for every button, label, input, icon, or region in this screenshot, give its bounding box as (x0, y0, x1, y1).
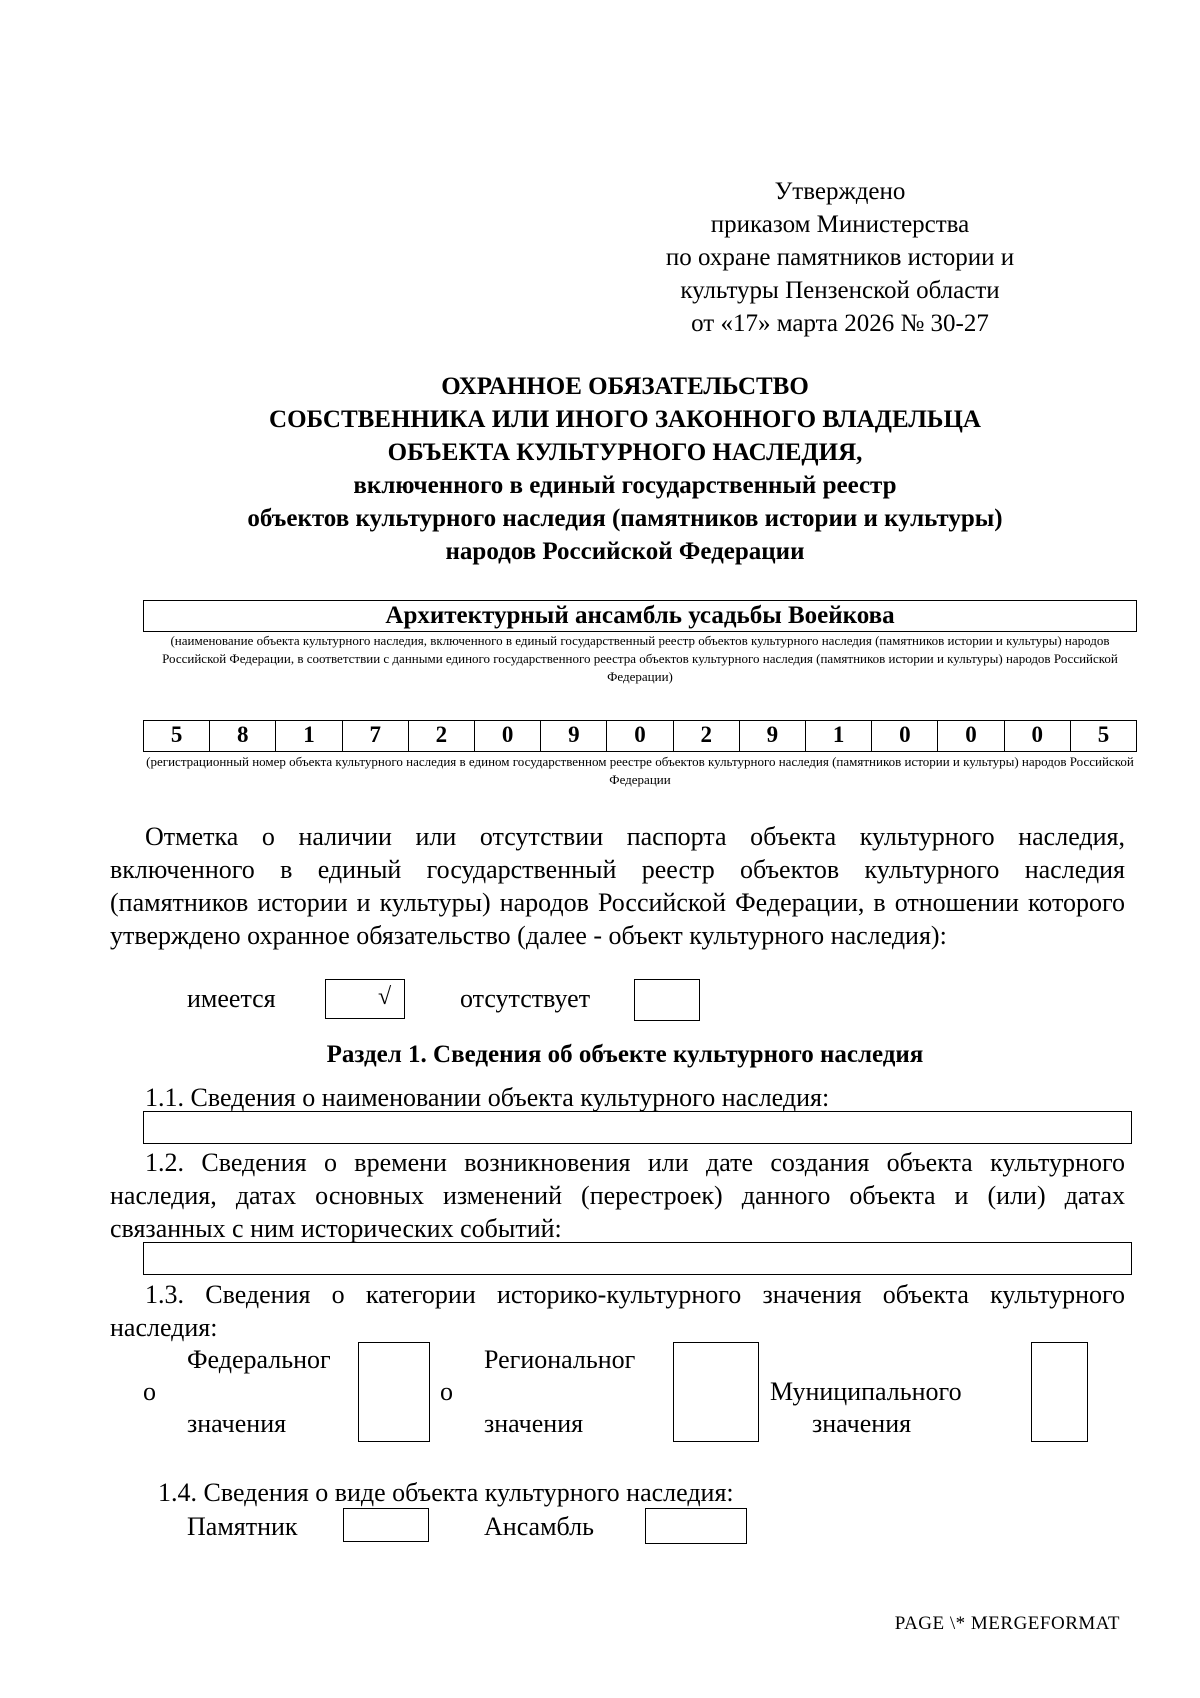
registration-number-grid (143, 720, 1137, 752)
item-1-3-paragraph (110, 1278, 1125, 1344)
item-1-1-field[interactable] (143, 1111, 1132, 1144)
page-field-code: PAGE \* MERGEFORMAT (894, 1613, 1120, 1634)
absent-checkbox[interactable] (634, 979, 700, 1021)
registration-digit: 5 (170, 722, 183, 747)
registration-digit: 9 (739, 721, 805, 751)
municipal-label-a: Муниципального (770, 1377, 962, 1406)
regional-label-a: Региональног (484, 1345, 636, 1374)
present-checkbox[interactable] (325, 979, 405, 1019)
section-1-title: Раздел 1. Сведения об объекте культурного наследия (326, 1041, 924, 1068)
approval-line: по охране памятников истории и (665, 244, 1015, 271)
title-line: ОХРАННОЕ ОБЯЗАТЕЛЬСТВО (441, 373, 809, 400)
registration-digit: 1 (805, 721, 871, 751)
title-line: объектов культурного наследия (памятников истории и культуры) (247, 505, 1003, 532)
object-name-field[interactable] (143, 600, 1137, 632)
object-name-caption: (наименование объекта культурного наследия, включенного в единый государственный реестр объектов культурного наследия (памятников истории и культуры) народов Российской Федерации, в соответствии с данными единого государственного реестра объектов культурного наследия (памятников истории и культуры) народов Российской Федерации) (162, 633, 1118, 684)
approval-line: культуры Пензенской области (680, 277, 1000, 304)
registration-digit: 2 (673, 721, 739, 751)
present-label: имеется (187, 984, 276, 1013)
registration-digit: 0 (871, 721, 937, 751)
registration-digit: 2 (408, 721, 474, 751)
item-1-3-text: 1.3. Сведения о категории историко-культурного значения объекта культурного наследия: (110, 1280, 1125, 1342)
registration-digit: 0 (474, 721, 540, 751)
approval-line: Утверждено (774, 178, 906, 205)
municipal-label-b: значения (812, 1409, 912, 1438)
item-1-2-text: 1.2. Сведения о времени возникновения или дате создания объекта культурного наследия, датах основных изменений (перестроек) данного объекта и (или) датах связанных с ним исторических событий: (110, 1148, 1125, 1243)
absent-label: отсутствует (460, 984, 591, 1013)
item-1-1-label: 1.1. Сведения о наименовании объекта культурного наследия: (145, 1083, 830, 1112)
registration-digit: 1 (275, 721, 341, 751)
registration-caption: (регистрационный номер объекта культурного наследия в едином государственном реестре объектов культурного наследия (памятников истории и культуры) народов Российской Федерации (146, 754, 1134, 787)
passport-paragraph (110, 820, 1125, 952)
ensemble-label: Ансамбль (484, 1512, 594, 1541)
monument-label: Памятник (187, 1512, 298, 1541)
registration-digit: 9 (540, 721, 606, 751)
item-1-4-label: 1.4. Сведения о виде объекта культурного наследия: (158, 1478, 734, 1507)
title-line: народов Российской Федерации (445, 538, 805, 565)
federal-label-a: Федеральног (187, 1345, 331, 1374)
registration-digit: 0 (606, 721, 672, 751)
item-1-2-paragraph (110, 1146, 1125, 1245)
registration-digit: 7 (342, 721, 408, 751)
approval-block (620, 175, 1060, 340)
registration-digit: 8 (209, 721, 275, 751)
federal-checkbox[interactable] (358, 1342, 430, 1442)
passport-text: Отметка о наличии или отсутствии паспорта объекта культурного наследия, включенного в единый государственный реестр объектов культурного наследия (памятников истории и культуры) народов Российской Федерации, в отношении которого утверждено охранное обязательство (далее - объект культурного наследия): (110, 822, 1125, 950)
registration-digit: 0 (937, 721, 1003, 751)
item-1-2-field[interactable] (143, 1242, 1132, 1275)
federal-label-c: значения (187, 1409, 287, 1438)
federal-label-b: о (143, 1377, 156, 1406)
approval-line: приказом Министерства (710, 211, 970, 238)
regional-checkbox[interactable] (673, 1342, 759, 1442)
object-name-value: Архитектурный ансамбль усадьбы Воейкова (385, 602, 895, 629)
regional-label-b: о (440, 1377, 453, 1406)
checkmark-icon: √ (378, 984, 392, 1010)
registration-digit: 0 (1004, 721, 1070, 751)
approval-line: от «17» марта 2026 № 30-27 (691, 310, 989, 337)
title-line: включенного в единый государственный реестр (353, 472, 897, 499)
title-line: СОБСТВЕННИКА ИЛИ ИНОГО ЗАКОННОГО ВЛАДЕЛЬЦА (269, 406, 981, 433)
ensemble-checkbox[interactable] (645, 1508, 747, 1544)
registration-digit: 5 (1070, 721, 1136, 751)
municipal-checkbox[interactable] (1031, 1342, 1088, 1442)
regional-label-c: значения (484, 1409, 584, 1438)
document-title (110, 370, 1140, 568)
title-line: ОБЪЕКТА КУЛЬТУРНОГО НАСЛЕДИЯ, (387, 439, 863, 466)
monument-checkbox[interactable] (343, 1508, 429, 1542)
